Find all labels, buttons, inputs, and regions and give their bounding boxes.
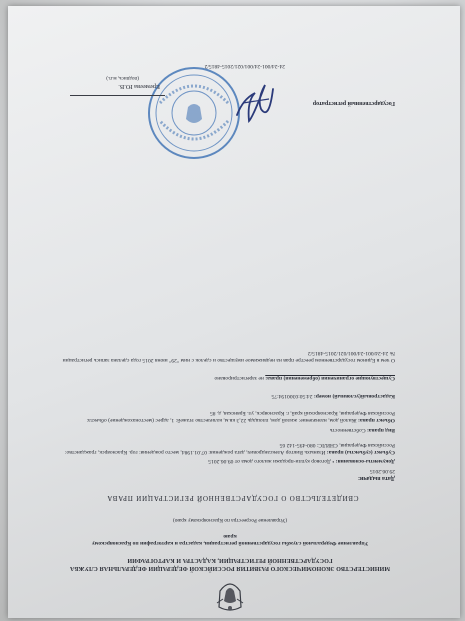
cadastral-paragraph bbox=[60, 392, 395, 399]
signature-icon bbox=[231, 79, 279, 129]
right-type-value: Собственность bbox=[329, 427, 366, 433]
coat-of-arms-icon bbox=[213, 575, 247, 613]
subject-label: Субъект (субъекты) права: bbox=[326, 449, 395, 455]
signature-hint: (подпись, м.п.) bbox=[106, 75, 139, 81]
ministry-header: МИНИСТЕРСТВО ЭКОНОМИЧЕСКОГО РАЗВИТИЯ РОССИЙСКОЙ ФЕДЕРАЦИИ ФЕДЕРАЛЬНАЯ СЛУЖБА ГОСУДАРСТВЕННОЙ РЕГИСТРАЦИИ, КАДАСТРА И КАРТОГРАФИИ bbox=[69, 557, 391, 571]
signature-line bbox=[70, 95, 165, 96]
subject-value: Изаныхъ Виктор Александрович, дата рождения: 07.01.1984, место рождения: гор. Красноярск, гражданство: Российская Федерация, СНИЛС: 080-495-142 65 bbox=[64, 442, 395, 455]
registrar-label: Государственный регистратор bbox=[312, 100, 395, 106]
basis-value: • Договор купли-продажи жилого дома от 09.06.2015 bbox=[208, 458, 335, 464]
restrictions-value: не зарегистрировано bbox=[214, 375, 264, 381]
bottom-registration-number: 24-24/001-24/001/021/2015-4815/2 bbox=[204, 63, 285, 69]
issue-date-label: Дата выдачи: bbox=[357, 475, 395, 481]
restrictions-label: Существующие ограничения (обременения) права: bbox=[265, 375, 395, 381]
right-type-label: Вид права: bbox=[367, 427, 395, 433]
object-label: Объект права: bbox=[358, 417, 395, 423]
certificate-title: СВИДЕТЕЛЬСТВО О ГОСУДАРСТВЕННОЙ РЕГИСТРАЦИИ ПРАВА bbox=[106, 494, 359, 502]
cadastral-value: 24:50:0300194:75 bbox=[271, 393, 313, 399]
basis-label: Документы-основания: bbox=[335, 458, 395, 464]
object-value: Жилой дом, назначение: жилой дом, площадь 22,3 кв.м, количество этажей: 1, адрес (местонахождение) объекта: Российская Федерация, Красноярский край, г. Красноярск, ул. Брянская, д. 85 bbox=[86, 410, 395, 423]
right-type-paragraph bbox=[60, 426, 395, 433]
issue-date-value: 29.06.2015 bbox=[369, 468, 395, 474]
registry-paragraph: О чем в Едином государственном реестре прав на недвижимое имущество и сделок с ним "29" июня 2015 года сделана запись регистрации № 24-24/001-24/001/021/2015-4815/2 bbox=[62, 350, 395, 363]
official-stamp-icon bbox=[146, 65, 242, 161]
registrar-name: Еремеева Ю.В. bbox=[118, 83, 160, 90]
office-name: Управление Федеральной службы государственной регистрации, кадастра и картографии по Красноярскому краю bbox=[91, 533, 369, 546]
restrictions-paragraph bbox=[60, 374, 395, 381]
basis-paragraph bbox=[60, 457, 395, 464]
subject-paragraph bbox=[60, 441, 395, 455]
object-paragraph bbox=[60, 409, 395, 423]
cadastral-label: Кадастровый(условный) номер: bbox=[313, 393, 395, 399]
office-abbr: (Управление Росреестра по Красноярскому краю) bbox=[172, 517, 288, 523]
